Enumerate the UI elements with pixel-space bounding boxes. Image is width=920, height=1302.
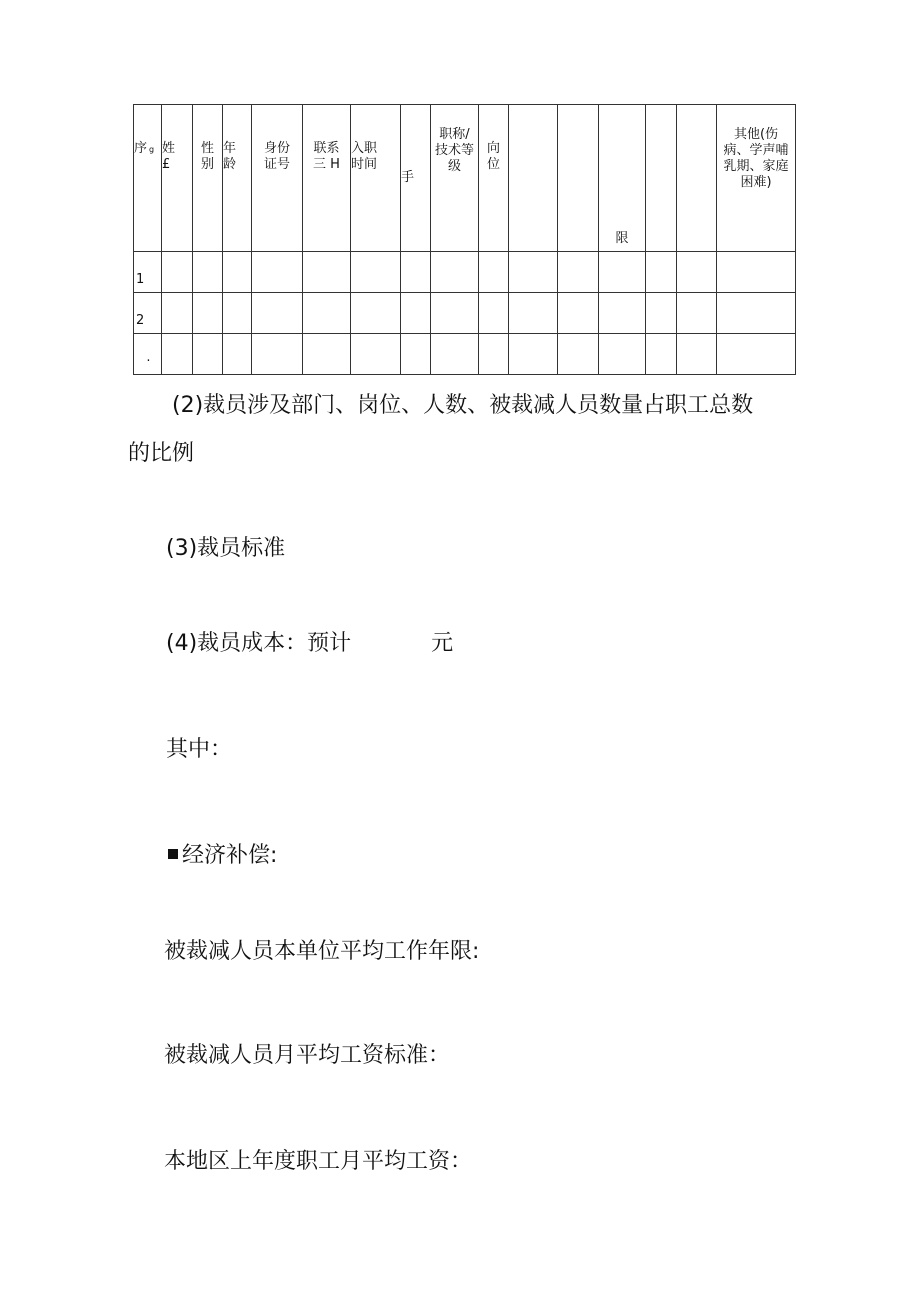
header-cell-name bbox=[162, 105, 193, 252]
header-cell-limit bbox=[599, 105, 646, 252]
table-cell bbox=[509, 293, 558, 334]
header-cell-blank bbox=[646, 105, 677, 252]
header-label: 联系 三 H bbox=[313, 141, 340, 172]
row-number: 1 bbox=[134, 252, 162, 293]
header-label: 性 别 bbox=[200, 141, 214, 172]
table-cell bbox=[252, 293, 303, 334]
table-cell bbox=[509, 334, 558, 375]
paragraph-6-text: 经济补偿: bbox=[182, 843, 278, 868]
cost-unit: 元 bbox=[431, 631, 454, 656]
row-number: · bbox=[134, 334, 162, 375]
header-cell-blank bbox=[677, 105, 717, 252]
header-label: 职称/ 技术等 级 bbox=[434, 127, 474, 174]
table-cell bbox=[677, 334, 717, 375]
table-cell bbox=[479, 252, 509, 293]
table-cell bbox=[646, 334, 677, 375]
table-row bbox=[134, 293, 796, 334]
header-label: 入职 时间 bbox=[351, 141, 378, 172]
header-label: 手 bbox=[401, 170, 415, 185]
header-label: 身份 证号 bbox=[263, 141, 290, 172]
table-cell bbox=[162, 293, 193, 334]
header-label: 年 龄 bbox=[223, 141, 237, 172]
table-cell bbox=[717, 252, 796, 293]
paragraph-2-line2: 的比例 bbox=[128, 441, 195, 466]
table-cell bbox=[599, 252, 646, 293]
header-cell-hand bbox=[401, 105, 431, 252]
bullet-square-icon bbox=[168, 849, 178, 859]
table-cell bbox=[193, 293, 223, 334]
table-cell bbox=[646, 252, 677, 293]
table-cell bbox=[677, 252, 717, 293]
paragraph-8: 被裁减人员月平均工资标准： bbox=[164, 1043, 451, 1068]
table-cell bbox=[252, 334, 303, 375]
paragraph-2-line1: (2)裁员涉及部门、岗位、人数、被裁减人员数量占职工总数 bbox=[172, 393, 754, 418]
paragraph-9: 本地区上年度职工月平均工资： bbox=[164, 1149, 473, 1174]
paragraph-5: 其中： bbox=[166, 737, 233, 762]
header-label: 向 位 bbox=[486, 141, 500, 172]
table-cell bbox=[193, 252, 223, 293]
table-cell bbox=[351, 252, 401, 293]
table-cell bbox=[223, 334, 252, 375]
header-cell-age bbox=[223, 105, 252, 252]
table-cell bbox=[646, 293, 677, 334]
header-label: 其他(伤 病、学声哺 乳期、家庭 困难) bbox=[723, 127, 789, 190]
table-cell bbox=[717, 293, 796, 334]
table-cell bbox=[717, 334, 796, 375]
table-cell bbox=[558, 293, 599, 334]
table-cell bbox=[599, 293, 646, 334]
header-label: 序 bbox=[134, 141, 148, 156]
header-cell-title-level bbox=[431, 105, 479, 252]
table-cell bbox=[252, 252, 303, 293]
table-cell bbox=[401, 293, 431, 334]
paragraph-4 bbox=[166, 630, 453, 658]
header-cell-blank bbox=[558, 105, 599, 252]
table-cell bbox=[479, 334, 509, 375]
header-cell-seq bbox=[134, 105, 162, 252]
table-cell bbox=[162, 334, 193, 375]
table-cell bbox=[401, 334, 431, 375]
table-cell bbox=[431, 334, 479, 375]
paragraph-7: 被裁减人员本单位平均工作年限: bbox=[164, 939, 480, 964]
table-cell bbox=[509, 252, 558, 293]
table-row bbox=[134, 334, 796, 375]
header-cell-gender bbox=[193, 105, 223, 252]
paragraph-3: (3)裁员标准 bbox=[166, 536, 286, 561]
table-cell bbox=[401, 252, 431, 293]
table-cell bbox=[162, 252, 193, 293]
header-cell-other bbox=[717, 105, 796, 252]
table-cell bbox=[677, 293, 717, 334]
table-cell bbox=[303, 252, 351, 293]
table-header-row bbox=[134, 105, 796, 252]
cost-label: (4)裁员成本：预计 bbox=[166, 631, 352, 656]
header-cell-hire-date bbox=[351, 105, 401, 252]
table-cell bbox=[558, 252, 599, 293]
table-cell bbox=[431, 293, 479, 334]
paragraph-6 bbox=[168, 842, 277, 870]
header-label: 姓 £ bbox=[162, 141, 176, 172]
table-cell bbox=[351, 293, 401, 334]
header-small-label: g bbox=[149, 145, 155, 154]
table-cell bbox=[303, 293, 351, 334]
staff-reduction-table bbox=[133, 104, 796, 375]
header-cell-id-number bbox=[252, 105, 303, 252]
header-cell-position bbox=[479, 105, 509, 252]
table-cell bbox=[193, 334, 223, 375]
table-cell bbox=[223, 252, 252, 293]
table-cell bbox=[431, 252, 479, 293]
table-cell bbox=[351, 334, 401, 375]
header-cell-blank bbox=[509, 105, 558, 252]
table-cell bbox=[599, 334, 646, 375]
table-cell bbox=[223, 293, 252, 334]
table-row bbox=[134, 252, 796, 293]
row-number: 2 bbox=[134, 293, 162, 334]
table-cell bbox=[479, 293, 509, 334]
table-cell bbox=[303, 334, 351, 375]
table-cell bbox=[558, 334, 599, 375]
header-cell-contact bbox=[303, 105, 351, 252]
header-label: 限 bbox=[615, 231, 629, 246]
